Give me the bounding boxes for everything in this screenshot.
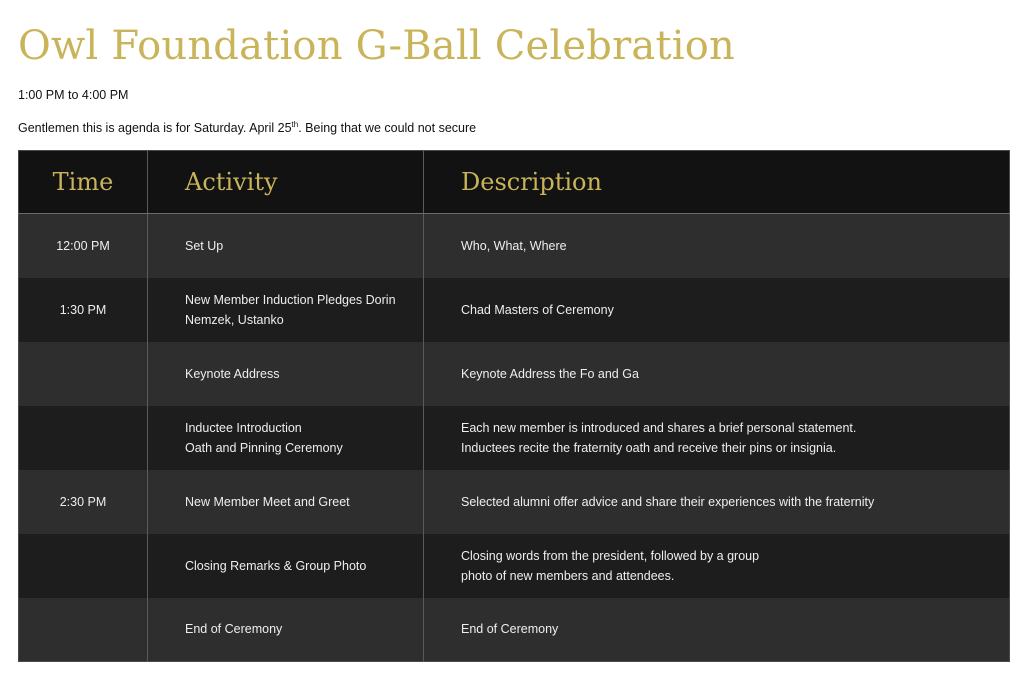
table-row [19, 406, 1010, 470]
activity-line: Keynote Address [185, 366, 280, 381]
activity-cell [148, 406, 424, 470]
activity-cell [148, 278, 424, 342]
description-cell [424, 598, 1010, 662]
description-line: Each new member is introduced and shares a brief personal statement. [461, 420, 857, 435]
description-cell [424, 534, 1010, 598]
intro-text-start: Gentlemen this is agenda is for Saturday. April 25 [18, 121, 292, 135]
time-cell [19, 342, 148, 406]
table-row [19, 598, 1010, 662]
event-time-range: 1:00 PM to 4:00 PM [18, 88, 129, 102]
activity-line: Oath and Pinning Ceremony [185, 440, 343, 455]
activity-cell [148, 214, 424, 278]
description-line: Closing words from the president, followed by a group [461, 548, 760, 563]
time-column-header: Time [19, 151, 148, 214]
description-cell [424, 470, 1010, 534]
time-cell: 1:30 PM [19, 278, 148, 342]
time-cell [19, 534, 148, 598]
intro-paragraph [18, 119, 476, 137]
description-cell [424, 342, 1010, 406]
time-cell: 2:30 PM [19, 470, 148, 534]
activity-line: New Member Meet and Greet [185, 494, 350, 509]
time-cell: 12:00 PM [19, 214, 148, 278]
table-row [19, 534, 1010, 598]
description-line: Who, What, Where [461, 238, 567, 253]
description-cell [424, 406, 1010, 470]
activity-line: Set Up [185, 238, 224, 253]
description-line: Inductees recite the fraternity oath and receive their pins or insignia. [461, 440, 837, 455]
activity-cell [148, 342, 424, 406]
activity-line: End of Ceremony [185, 622, 283, 637]
table-row [19, 342, 1010, 406]
description-column-header: Description [424, 151, 1010, 214]
activity-cell [148, 534, 424, 598]
description-line: End of Ceremony [461, 622, 559, 637]
table-row [19, 470, 1010, 534]
page-title: Owl Foundation G-Ball Celebration [18, 23, 735, 69]
activity-line: Nemzek, Ustanko [185, 312, 284, 327]
activity-column-header: Activity [148, 151, 424, 214]
activity-line: Closing Remarks & Group Photo [185, 558, 367, 573]
intro-text-end: . Being that we could not secure [298, 121, 477, 135]
activity-cell [148, 598, 424, 662]
description-line: Keynote Address the Fo and Ga [461, 366, 639, 381]
description-cell [424, 278, 1010, 342]
activity-line: Inductee Introduction [185, 420, 302, 435]
description-line: Selected alumni offer advice and share their experiences with the fraternity [461, 494, 875, 509]
activity-line: New Member Induction Pledges Dorin [185, 292, 396, 307]
table-row [19, 278, 1010, 342]
description-line: Chad Masters of Ceremony [461, 302, 614, 317]
time-cell [19, 406, 148, 470]
intro-date-suffix: th [291, 119, 299, 129]
description-line: photo of new members and attendees. [461, 568, 675, 583]
description-cell [424, 214, 1010, 278]
agenda-table [18, 150, 1010, 662]
activity-cell [148, 470, 424, 534]
table-row [19, 214, 1010, 278]
agenda-header-row [19, 151, 1010, 214]
time-cell [19, 598, 148, 662]
